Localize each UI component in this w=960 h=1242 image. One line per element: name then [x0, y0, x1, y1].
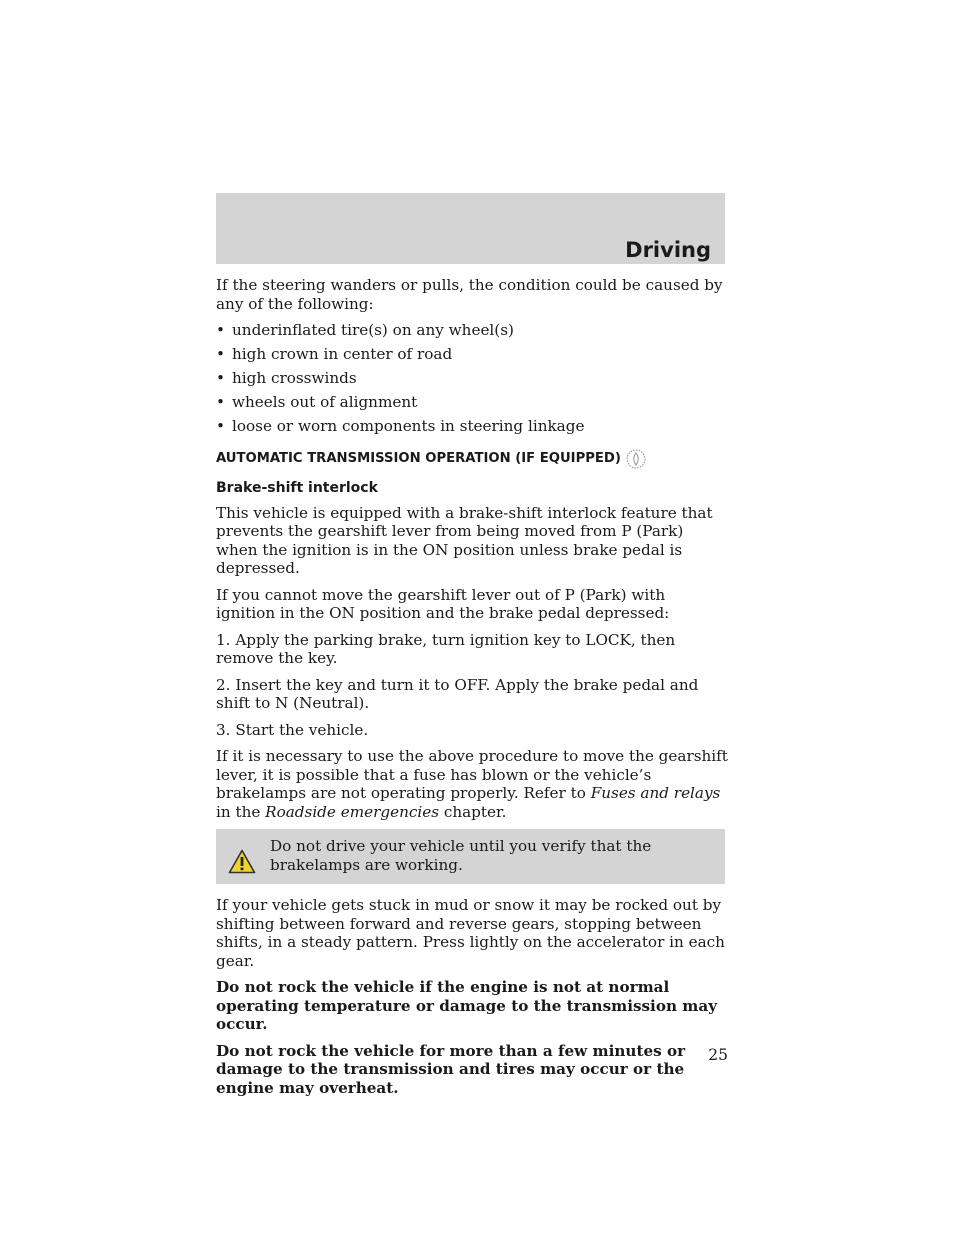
subsection-heading: Brake-shift interlock [216, 480, 378, 497]
interlock-condition: If you cannot move the gearshift lever out of P (Park) with ignition in the ON position and the brake pedal depressed: [216, 585, 670, 623]
fuses-relays-reference: Fuses and relays [590, 784, 721, 803]
list-item: • underinflated tire(s) on any wheel(s) [216, 321, 728, 340]
rocking-caution-2: Do not rock the vehicle for more than a few minutes or damage to the transmission and tires may occur or the engine may overheat. [216, 1041, 686, 1097]
section-heading-text: AUTOMATIC TRANSMISSION OPERATION (IF EQUIPPED) [216, 450, 621, 466]
chapter-header [216, 193, 725, 264]
environment-icon [625, 448, 647, 470]
list-item: • high crown in center of road [216, 345, 728, 364]
rocking-paragraph: If your vehicle gets stuck in mud or snow it may be rocked out by shifting between forward and reverse gears, stopping between shifts, in a steady pattern. Press lightly on the accelerator in each gear. [216, 896, 725, 970]
step-3: 3. Start the vehicle. [216, 720, 369, 739]
rocking-caution-1: Do not rock the vehicle if the engine is not at normal operating temperature or damage to the transmission may occur. [216, 978, 718, 1034]
fuse-text-b: in the [216, 802, 266, 821]
fuse-paragraph [216, 747, 728, 821]
step-1: 1. Apply the parking brake, turn ignition key to LOCK, then remove the key. [216, 630, 676, 668]
warning-text: Do not drive your vehicle until you verify that the brakelamps are working. [270, 837, 652, 874]
cause-list [216, 321, 728, 435]
roadside-emergencies-reference: Roadside emergencies [265, 802, 439, 821]
fuse-text-c: chapter. [439, 802, 507, 821]
warning-triangle-icon [228, 849, 256, 874]
step-2: 2. Insert the key and turn it to OFF. Apply the brake pedal and shift to N (Neutral). [216, 675, 699, 713]
warning-box [216, 829, 725, 884]
intro-paragraph: If the steering wanders or pulls, the condition could be caused by any of the following: [216, 276, 723, 313]
section-heading [216, 448, 728, 470]
chapter-title: Driving [625, 238, 711, 262]
list-item: • loose or worn components in steering linkage [216, 417, 728, 436]
list-item: • wheels out of alignment [216, 393, 728, 412]
fuse-text-a: If it is necessary to use the above procedure to move the gearshift lever, it is possible that a fuse has blown or the vehicle’s brakelamps are not operating properly. Refer to [216, 747, 728, 803]
page-number: 25 [708, 1046, 728, 1064]
list-item: • high crosswinds [216, 369, 728, 388]
interlock-description: This vehicle is equipped with a brake-shift interlock feature that prevents the gearshift lever from being moved from P (Park) when the ignition is in the ON position unless brake pedal is depressed. [216, 503, 713, 578]
page-content [216, 276, 728, 1105]
